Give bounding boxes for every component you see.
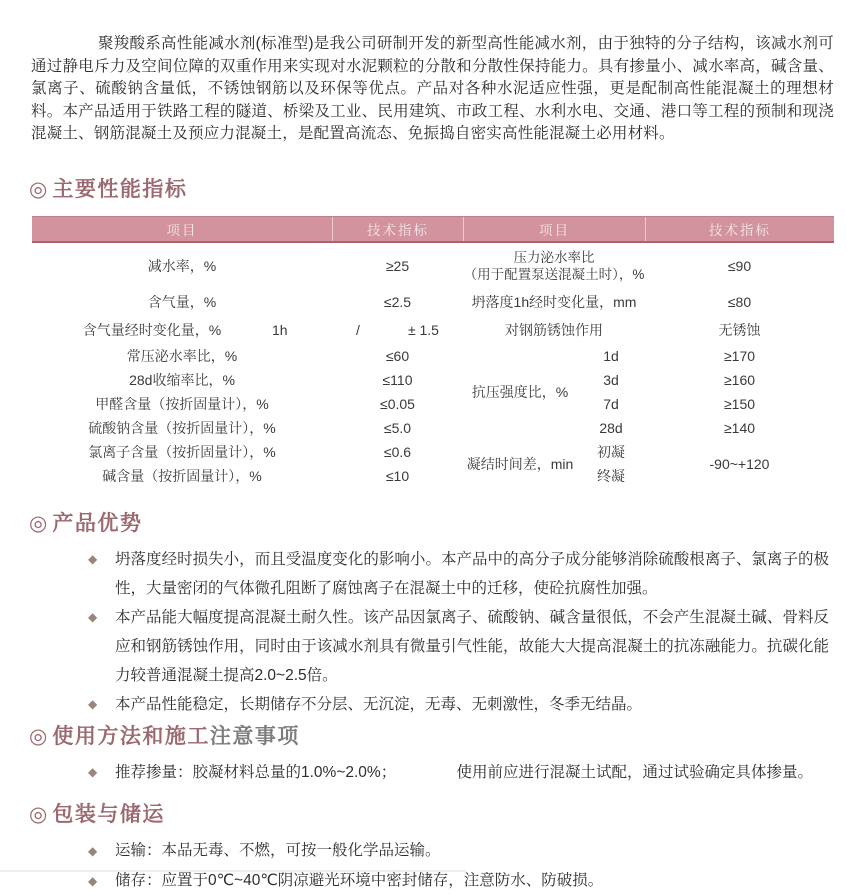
list-item-text: 坍落度经时损失小，而且受温度变化的影响小。本产品中的高分子成分能够消除硫酸根离子、氯离子的极性，大量密闭的气体微孔阻断了腐蚀离子在混凝土中的迁移，使砼抗腐性加强。: [115, 550, 829, 597]
table-header-row: [32, 216, 834, 243]
diamond-bullet-icon: ◆: [88, 843, 98, 858]
item-cell: 甲醛含量（按折固量计），%: [95, 395, 269, 412]
value-cell: [332, 322, 463, 338]
section-marker-icon: ◎: [29, 511, 48, 535]
value-cell: ≤110: [382, 371, 413, 388]
value-cell: ≤5.0: [383, 419, 412, 436]
table-row: [32, 344, 463, 368]
section-heading-advantages: [29, 510, 847, 538]
packing-list: [88, 836, 829, 896]
performance-table: [32, 216, 834, 488]
item-cell: 对钢筋锈蚀作用: [505, 322, 603, 339]
table-right-half: [463, 245, 834, 488]
item-label: 含气量经时变化量，%: [82, 322, 222, 339]
age-label: 7d: [603, 395, 619, 412]
usage-list: [88, 758, 829, 787]
value-part: /: [356, 322, 360, 339]
value-cell: ≤10: [385, 467, 410, 484]
item-cell: [32, 320, 332, 340]
table-header-cell: 项目: [166, 222, 198, 238]
list-item: [88, 836, 829, 866]
section-title: 产品优势: [52, 511, 143, 535]
table-header-cell: 技术指标: [332, 217, 463, 241]
item-cell: 坍落度1h经时变化量，mm: [471, 293, 637, 310]
value-cell: ≥170: [723, 347, 756, 364]
table-row: [32, 416, 463, 440]
value-column: [645, 344, 834, 440]
section-heading-performance: [29, 176, 847, 204]
group-label: 抗压强度比，%: [471, 383, 569, 400]
list-item: [88, 758, 829, 787]
sub-cell-1h: 1h: [272, 322, 288, 339]
table-row: [32, 245, 463, 287]
value-cell: ≤0.05: [380, 395, 415, 412]
value-cell: ≥25: [385, 257, 410, 274]
diamond-bullet-icon: ◆: [88, 764, 98, 779]
item-cell: 含气量，%: [147, 293, 217, 310]
age-label: 1d: [603, 347, 619, 364]
strength-ratio-group: [463, 344, 834, 440]
age-label: 28d: [599, 419, 623, 436]
diamond-bullet-icon: ◆: [88, 609, 98, 624]
dosage-text: 推荐掺量：胶凝材料总量的1.0%~2.0%；: [115, 763, 397, 781]
item-line: （用于配置泵送混凝土时），%: [463, 266, 645, 282]
section-title: 主要性能指标: [52, 177, 188, 201]
setting-label: 初凝: [597, 443, 625, 460]
usage-note-text: 使用前应进行混凝土试配，通过试验确定具体掺量。: [456, 763, 814, 781]
value-cell: ≤2.5: [383, 293, 412, 310]
table-row: [463, 287, 834, 317]
table-row: [32, 392, 463, 416]
age-column: [577, 344, 645, 440]
advantages-list: [88, 545, 829, 719]
value-part: ± 1.5: [407, 322, 439, 339]
table-row: [32, 368, 463, 392]
group-label: 凝结时间差，min: [466, 455, 574, 472]
item-cell: [463, 249, 645, 283]
section-marker-icon: ◎: [29, 724, 48, 748]
age-label: 3d: [603, 371, 619, 388]
item-cell: 氯离子含量（按折固量计），%: [88, 443, 276, 460]
section-marker-icon: ◎: [29, 802, 48, 826]
table-header-cell: 项目: [463, 217, 645, 241]
section-marker-icon: ◎: [29, 177, 48, 201]
value-cell: ≤90: [727, 257, 752, 274]
diamond-bullet-icon: ◆: [88, 873, 98, 888]
table-body: [32, 243, 834, 488]
item-cell: 28d收缩率比，%: [129, 371, 235, 388]
table-row: [463, 317, 834, 344]
setting-label: 终凝: [597, 467, 625, 484]
section-heading-packing: [29, 801, 847, 829]
diamond-bullet-icon: ◆: [88, 696, 98, 711]
setting-column: [577, 440, 645, 488]
section-title: 包装与储运: [52, 802, 165, 826]
table-row: [463, 245, 834, 287]
intro-paragraph: 聚羧酸系高性能减水剂(标准型)是我公司研制开发的新型高性能减水剂，由于独特的分子结构，该减水剂可通过静电斥力及空间位障的双重作用来实现对水泥颗粒的分散和分散性保持能力。具有掺量小、减水率高，碱含量、氯离子、硫酸钠含量低，不锈蚀钢筋以及环保等优点。产品对各种水泥适应性强，更是配制高性能混凝土的理想材料。本产品适用于铁路工程的隧道、桥梁及工业、民用建筑、市政工程、水利水电、交通、港口等工程的预制和现浇混凝土、钢筋混凝土及预应力混凝土，是配置高流态、免振捣自密实高性能混凝土必用材料。: [31, 35, 834, 143]
list-item: [88, 690, 829, 719]
value-cell: ≥150: [723, 395, 756, 412]
value-cell: ≤80: [727, 293, 752, 310]
list-item-text: [115, 758, 829, 787]
list-item-text: 本产品性能稳定，长期储存不分层、无沉淀，无毒、无刺激性，冬季无结晶。: [115, 695, 643, 713]
scan-artifact: [0, 870, 466, 872]
table-left-half: [32, 245, 463, 488]
list-item-text: 运输：本品无毒、不燃，可按一般化学品运输。: [115, 841, 441, 859]
item-cell: 硫酸钠含量（按折固量计），%: [88, 419, 276, 436]
list-item: [88, 545, 829, 603]
table-row: [32, 287, 463, 317]
section-title-sub: 注意事项: [209, 724, 300, 748]
setting-time-group: [463, 440, 834, 488]
section-title-main: 使用方法和施工: [52, 724, 210, 748]
item-line: 压力泌水率比: [513, 249, 595, 265]
table-row: [32, 464, 463, 488]
list-item: [88, 603, 829, 690]
value-cell: ≤0.6: [383, 443, 412, 460]
table-row: [32, 440, 463, 464]
table-row: [32, 317, 463, 344]
section-heading-usage: [29, 723, 847, 751]
item-cell: 常压泌水率比，%: [126, 347, 238, 364]
value-cell: ≥140: [723, 419, 756, 436]
list-item-text: 本产品能大幅度提高混凝土耐久性。该产品因氯离子、硫酸钠、碱含量很低，不会产生混凝土碱、骨料反应和钢筋锈蚀作用，同时由于该减水剂具有微量引气性能，故能大大提高混凝土的抗冻融能力。抗碳化能力较普通混凝土提高2.0~2.5倍。: [115, 608, 829, 684]
value-cell: -90~+120: [709, 455, 770, 472]
value-cell: ≥160: [723, 371, 756, 388]
table-header-cell: 技术指标: [645, 217, 834, 241]
list-item-text: 储存：应置于0℃~40℃阴凉避光环境中密封储存，注意防水、防破损。: [115, 871, 604, 889]
item-cell: 碱含量（按折固量计），%: [102, 467, 262, 484]
value-cell: ≤60: [385, 347, 410, 364]
item-cell: 减水率，%: [147, 257, 217, 274]
diamond-bullet-icon: ◆: [88, 551, 98, 566]
value-cell: 无锈蚀: [718, 322, 761, 339]
